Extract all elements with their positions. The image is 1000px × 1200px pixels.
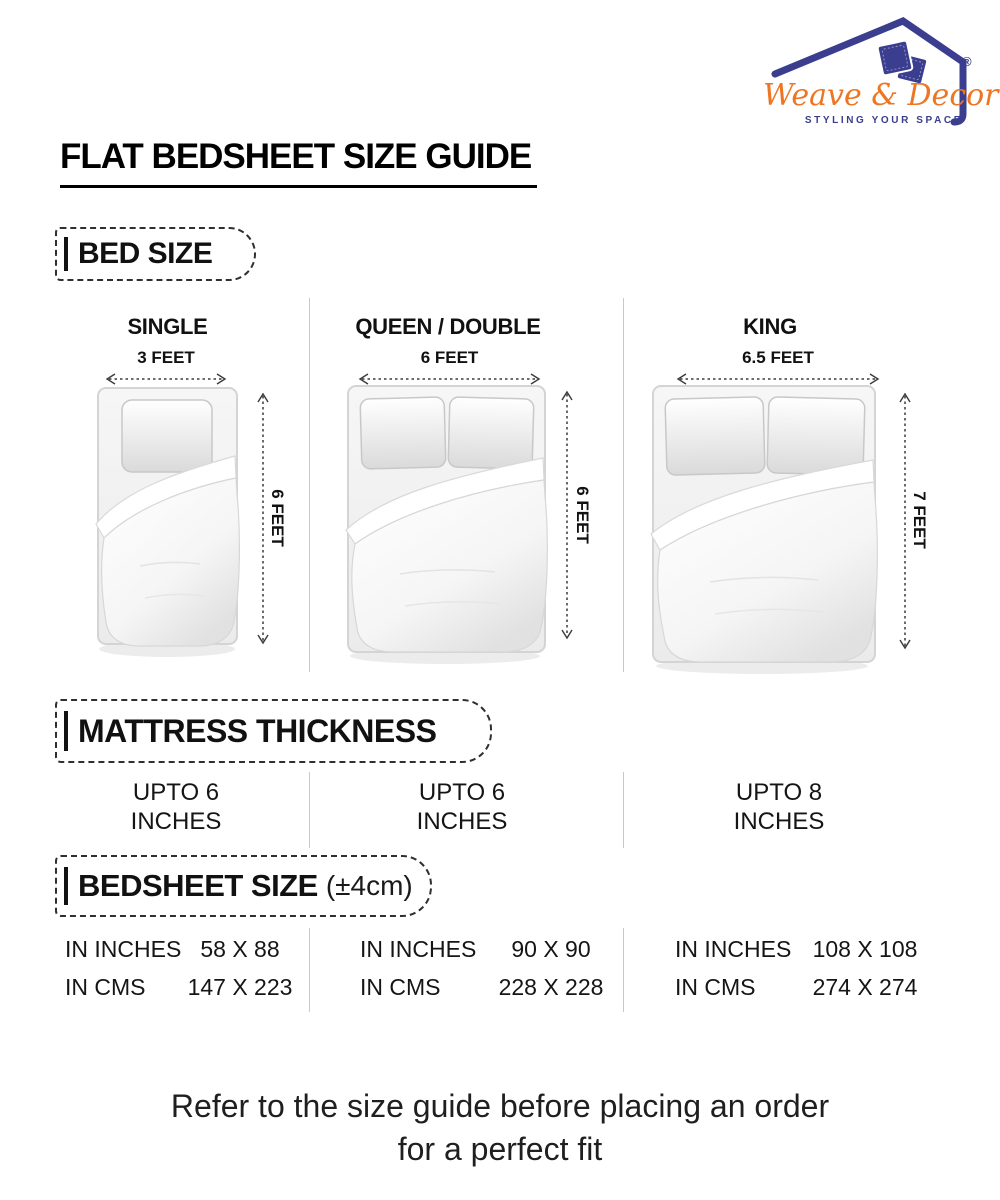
size-unit-label: IN INCHES bbox=[360, 935, 477, 962]
brand-logo bbox=[755, 12, 999, 130]
brand-name: Weave & Decor bbox=[763, 78, 999, 113]
column-divider bbox=[623, 928, 624, 1012]
section-header-bed-size bbox=[55, 227, 256, 281]
width-dimension-label: 3 FEET bbox=[137, 348, 195, 367]
width-dimension bbox=[358, 348, 541, 386]
column-divider bbox=[309, 772, 310, 848]
length-dimension-label: 6 FEET bbox=[573, 486, 592, 544]
bed-column-king bbox=[625, 300, 945, 690]
width-dimension-label: 6 FEET bbox=[420, 348, 479, 367]
width-dimension bbox=[105, 348, 227, 386]
footer-line: for a perfect fit bbox=[397, 1131, 603, 1167]
footer-note bbox=[0, 1085, 1000, 1171]
size-tolerance-label: (±4cm) bbox=[325, 870, 413, 901]
bed-illustration-single bbox=[95, 386, 240, 660]
bed-type-label: QUEEN / DOUBLE bbox=[355, 314, 541, 339]
width-dimension bbox=[676, 348, 880, 386]
column-divider bbox=[623, 298, 624, 672]
width-dimension-label: 6.5 FEET bbox=[742, 348, 814, 367]
table-row bbox=[675, 968, 922, 1006]
badge-left-bar bbox=[64, 237, 68, 271]
bedsheet-size-table-single bbox=[65, 930, 293, 1006]
pillow-icon bbox=[665, 397, 765, 476]
bedsheet-size-table-queen bbox=[360, 930, 607, 1006]
size-unit-label: IN CMS bbox=[360, 973, 441, 1000]
section-title: MATTRESS THICKNESS bbox=[78, 712, 437, 749]
bed-column-single bbox=[55, 300, 308, 690]
size-unit-label: IN CMS bbox=[675, 973, 756, 1000]
table-row bbox=[65, 930, 293, 968]
badge-left-bar bbox=[64, 711, 68, 751]
registered-trademark: ® bbox=[962, 54, 972, 69]
pillow-icon bbox=[877, 40, 913, 76]
footer-line: Refer to the size guide before placing an order bbox=[170, 1088, 830, 1124]
section-title: BED SIZE bbox=[78, 237, 213, 270]
table-row bbox=[675, 930, 922, 968]
size-value-inches: 90 X 90 bbox=[511, 935, 591, 962]
bed-type-label: SINGLE bbox=[127, 314, 208, 339]
table-row bbox=[65, 968, 293, 1006]
mattress-thickness-value: UPTO 8 INCHES bbox=[733, 779, 825, 835]
size-value-cms: 274 X 274 bbox=[812, 973, 918, 1000]
mattress-thickness-value: UPTO 6 INCHES bbox=[416, 779, 508, 835]
mattress-thickness-value: UPTO 6 INCHES bbox=[130, 779, 222, 835]
size-value-cms: 147 X 223 bbox=[187, 973, 293, 1000]
pillow-icon bbox=[448, 397, 534, 469]
section-title: BEDSHEET SIZE bbox=[78, 868, 318, 903]
bed-column-queen-double bbox=[310, 300, 623, 690]
badge-left-bar bbox=[64, 867, 68, 905]
pillow-icon bbox=[767, 397, 865, 475]
size-unit-label: IN INCHES bbox=[65, 935, 182, 962]
column-divider bbox=[309, 298, 310, 672]
page-title: FLAT BEDSHEET SIZE GUIDE bbox=[60, 137, 537, 188]
bed-illustration-king bbox=[650, 384, 878, 678]
bed-illustration-queen bbox=[345, 384, 548, 668]
bed-type-label: KING bbox=[743, 314, 797, 339]
size-value-inches: 108 X 108 bbox=[812, 935, 918, 962]
column-divider bbox=[309, 928, 310, 1012]
width-dimension-arrow bbox=[105, 372, 227, 386]
size-value-cms: 228 X 228 bbox=[498, 973, 604, 1000]
size-unit-label: IN INCHES bbox=[675, 935, 792, 962]
size-unit-label: IN CMS bbox=[65, 973, 146, 1000]
size-value-inches: 58 X 88 bbox=[200, 935, 280, 962]
table-row bbox=[360, 930, 607, 968]
column-divider bbox=[623, 772, 624, 848]
bedsheet-size-table-king bbox=[675, 930, 922, 1006]
pillow-icon bbox=[122, 400, 212, 472]
table-row bbox=[360, 968, 607, 1006]
brand-tagline: STYLING YOUR SPACE bbox=[804, 115, 963, 126]
section-header-bedsheet-size bbox=[55, 855, 432, 917]
pillow-icon bbox=[360, 397, 446, 469]
length-dimension-label: 6 FEET bbox=[268, 489, 287, 547]
section-header-mattress-thickness bbox=[55, 699, 492, 763]
length-dimension-label: 7 FEET bbox=[910, 491, 929, 549]
